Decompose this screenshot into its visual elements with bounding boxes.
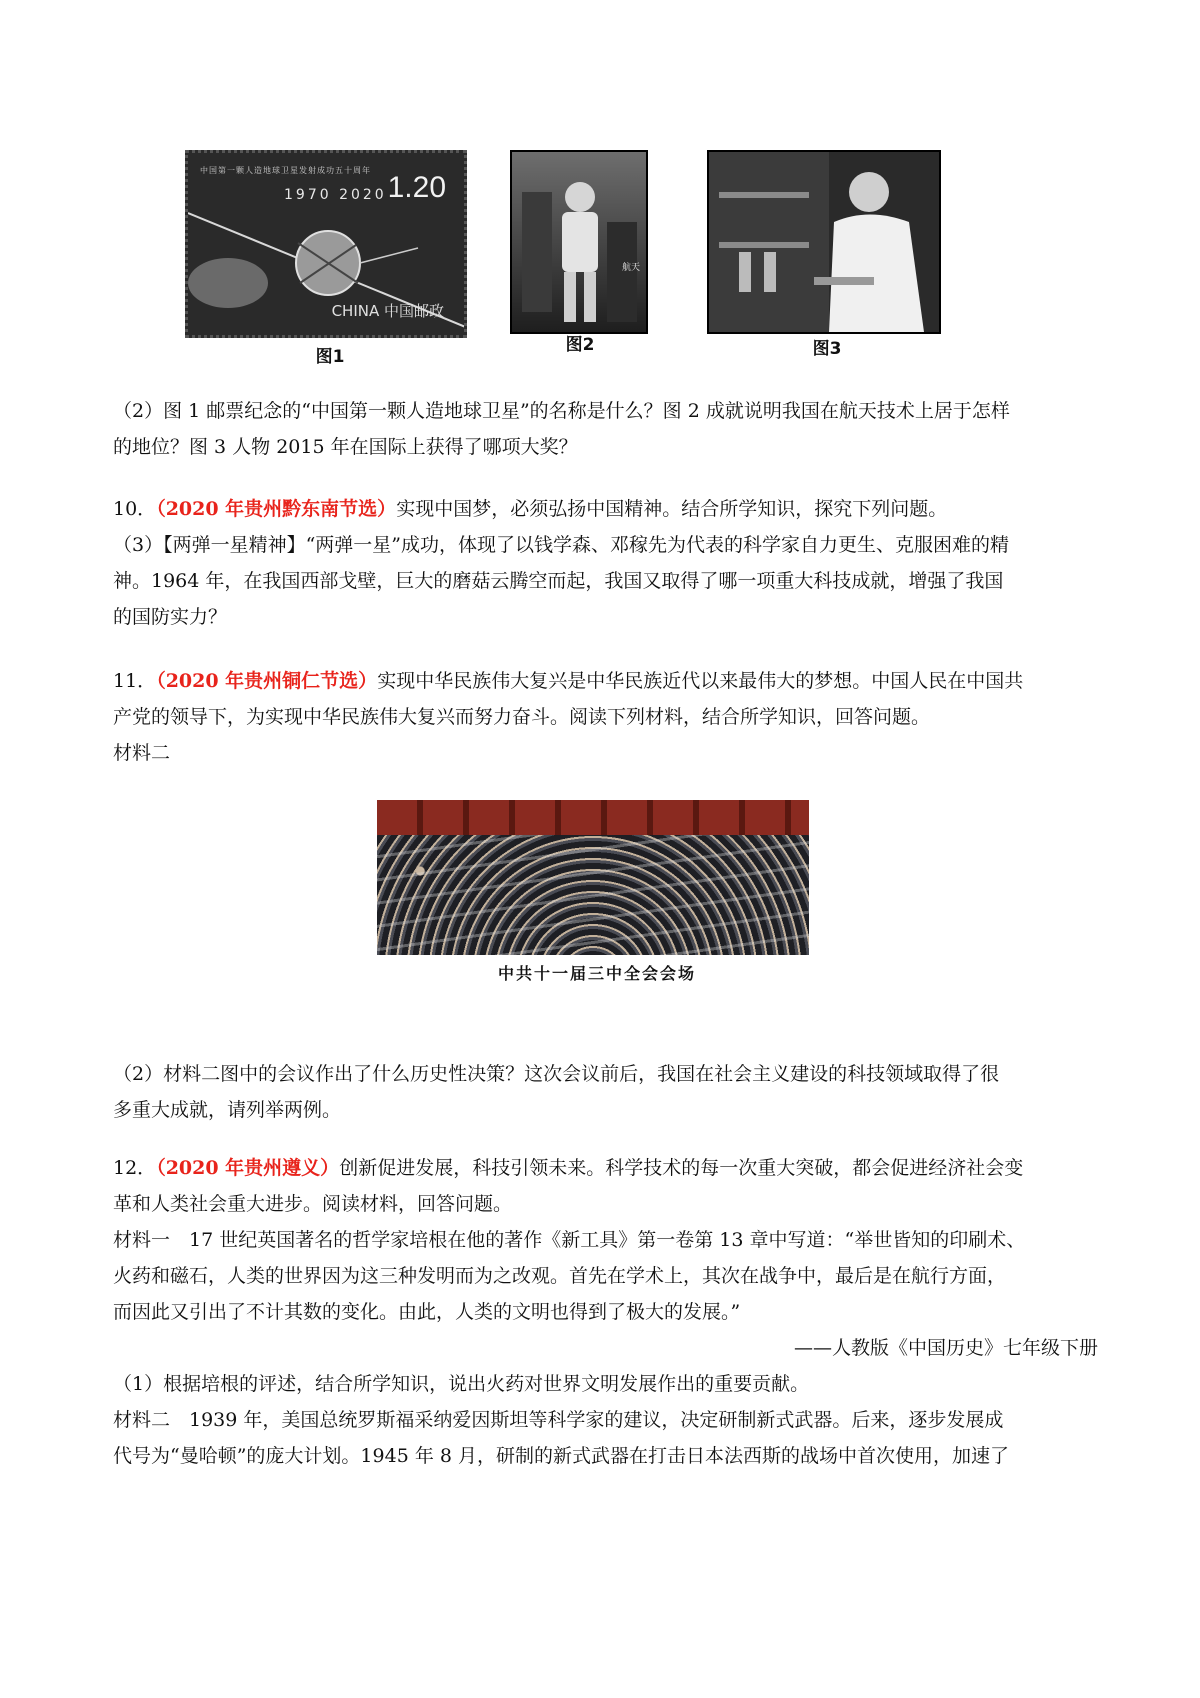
stamp-value: 1.20: [387, 171, 446, 204]
question-9-part-2: [113, 393, 1098, 465]
plenary-session-photo: [377, 800, 809, 955]
question-number: 10．: [113, 498, 157, 520]
question-10-header: [113, 491, 1098, 527]
scientist-icon: [709, 152, 939, 332]
figure-1-caption: 图1: [315, 347, 345, 367]
figure-3: [707, 150, 947, 359]
text-line: （1）根据培根的评述，结合所学知识，说出火药对世界文明发展作出的重要贡献。: [113, 1373, 810, 1395]
question-intro: 实现中国梦，必须弘扬中国精神。结合所学知识，探究下列问题。: [396, 498, 948, 520]
question-source: （2020 年贵州黔东南节选）: [156, 498, 397, 520]
question-11: [113, 663, 1098, 771]
stamp-years: 1970 2020: [284, 187, 387, 203]
figure-1: [185, 150, 475, 367]
meeting-caption: 中共十一届三中全会会场: [497, 964, 696, 983]
text-line: 产党的领导下，为实现中华民族伟大复兴而努力奋斗。阅读下列材料，结合所学知识，回答问题。: [113, 706, 931, 728]
question-number: 11．: [113, 670, 157, 692]
text-line: 的地位？图 3 人物 2015 年在国际上获得了哪项大奖？: [113, 436, 578, 458]
text-line: （2）材料二图中的会议作出了什么历史性决策？这次会议前后，我国在社会主义建设的科技领域取得了很: [113, 1063, 1000, 1085]
question-10: [113, 491, 1098, 635]
text-line: 材料一 17 世纪英国著名的哲学家培根在他的著作《新工具》第一卷第 13 章中写道：“举世皆知的印刷术、: [113, 1229, 1026, 1251]
scientist-photo: [707, 150, 941, 334]
question-11-part-2: [113, 1056, 1098, 1128]
stamp-postal: CHINA 中国邮政: [331, 302, 444, 320]
text-line: 神。1964 年，在我国西部戈壁，巨大的磨菇云腾空而起，我国又取得了哪一项重大科技成就，增强了我国: [113, 570, 1004, 592]
text-line: 火药和磁石，人类的世界因为这三种发明而为之改观。首先在学术上，其次在战争中，最后是在航行方面，: [113, 1265, 1007, 1287]
text-line: 而因此又引出了不计其数的变化。由此，人类的文明也得到了极大的发展。”: [113, 1301, 741, 1323]
figure-row: [185, 150, 1045, 380]
question-source: （2020 年贵州铜仁节选）: [156, 670, 378, 692]
text-line: 材料二 1939 年，美国总统罗斯福采纳爱因斯坦等科学家的建议，决定研制新式武器。后来，逐步发展成: [113, 1409, 1004, 1431]
material-label: 材料二: [113, 742, 171, 764]
astronaut-photo: [510, 150, 648, 334]
material-source: ——人教版《中国历史》七年级下册: [793, 1337, 1098, 1359]
text-line: （2）图 1 邮票纪念的“中国第一颗人造地球卫星”的名称是什么？图 2 成就说明我国在航天技术上居于怎样: [113, 400, 1010, 422]
stamp-header: 中国第一颗人造地球卫星发射成功五十周年: [200, 166, 371, 175]
text-line: 革和人类社会重大进步。阅读材料，回答问题。: [113, 1193, 513, 1215]
text-line: 多重大成就，请列举两例。: [113, 1099, 342, 1121]
figure-2-caption: 图2: [565, 335, 595, 355]
figure-3-caption: 图3: [812, 339, 842, 359]
figure-2: [510, 150, 650, 355]
satellite-stamp-image: [185, 150, 467, 338]
photo-label: 航天: [621, 263, 640, 273]
text-line: （3）【两弹一星精神】“两弹一星”成功，体现了以钱学森、邓稼先为代表的科学家自力更生、克服困难的精: [113, 534, 1010, 556]
question-11-header: [113, 663, 1098, 699]
astronaut-icon: [512, 152, 646, 332]
text-line: 代号为“曼哈顿”的庞大计划。1945 年 8 月，研制的新式武器在打击日本法西斯的战场中首次使用，加速了: [113, 1445, 1009, 1467]
question-12-header: [113, 1150, 1098, 1186]
text-line: 的国防实力？: [113, 606, 228, 628]
question-number: 12．: [113, 1157, 157, 1179]
question-intro: 实现中华民族伟大复兴是中华民族近代以来最伟大的梦想。中国人民在中国共: [377, 670, 1024, 692]
question-12: [113, 1150, 1098, 1474]
question-intro: 创新促进发展，科技引领未来。科学技术的每一次重大突破，都会促进经济社会变: [339, 1157, 1024, 1179]
question-source: （2020 年贵州遵义）: [156, 1157, 340, 1179]
meeting-figure: [377, 800, 817, 984]
